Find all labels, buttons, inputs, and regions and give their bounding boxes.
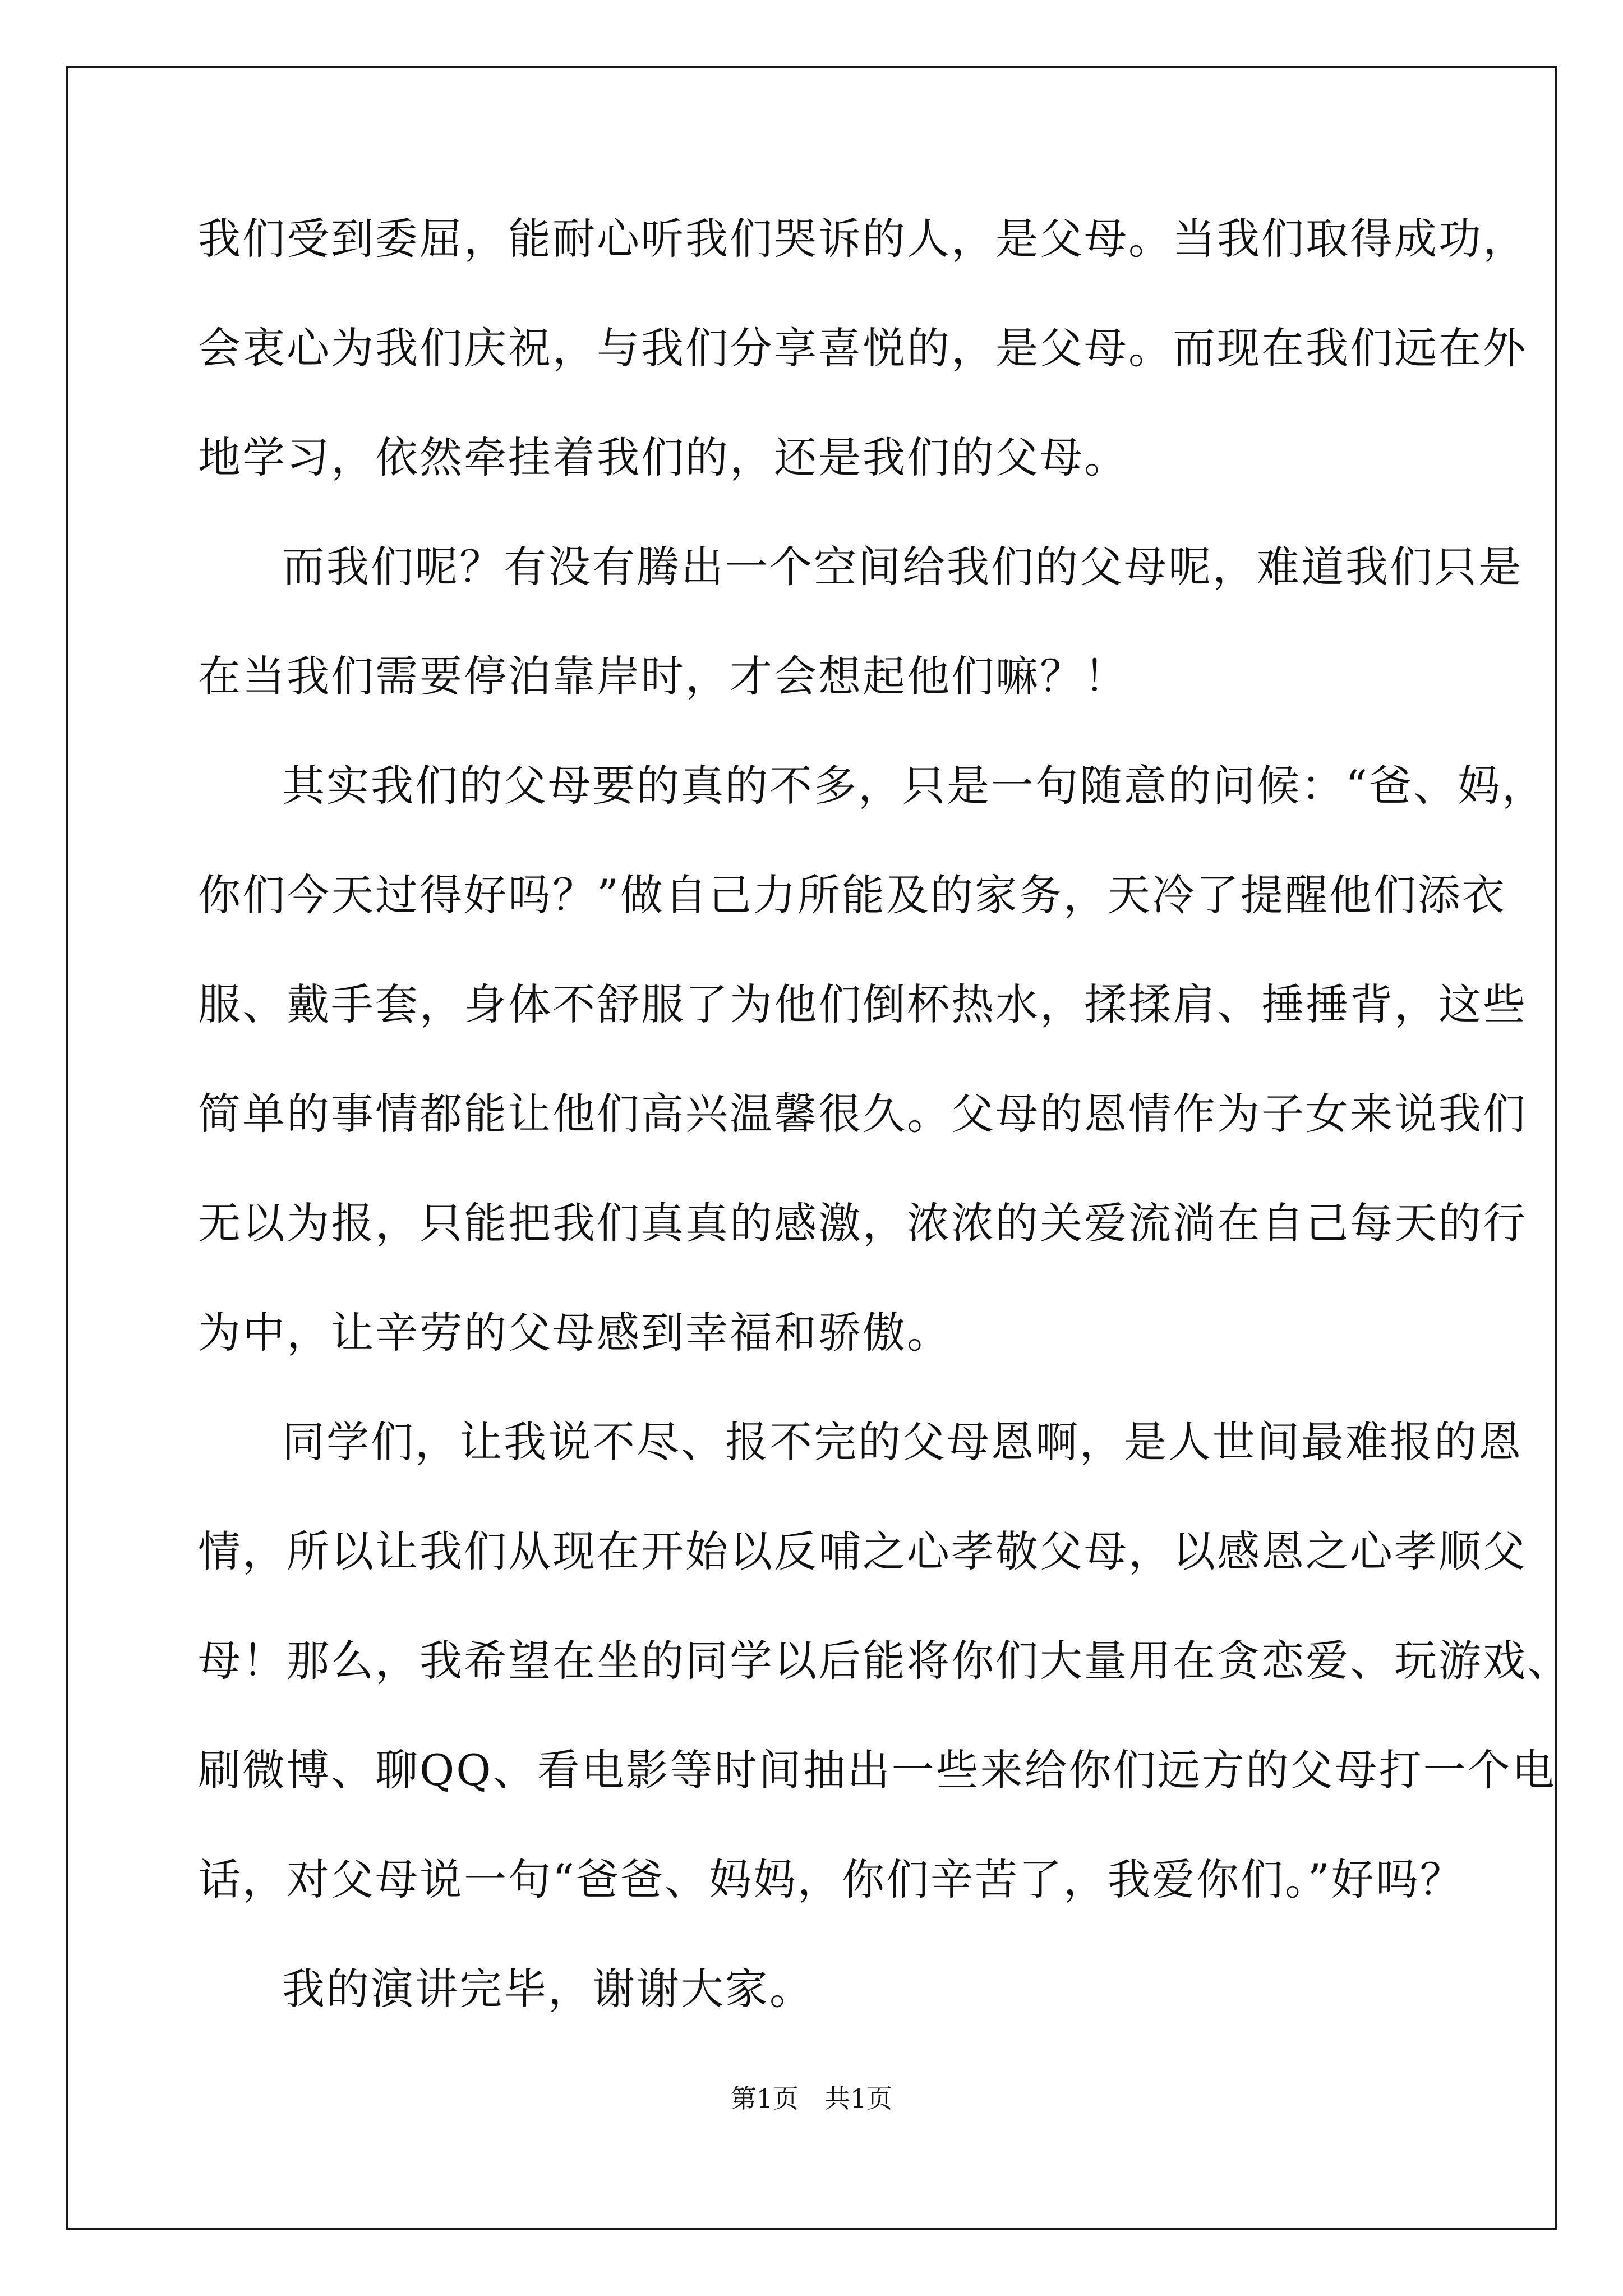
text-line: 在当我们需要停泊靠岸时，才会想起他们嘛？！ (198, 651, 1128, 701)
page-number-label: 第1页 共1页 (730, 2083, 893, 2114)
text-line: 服、戴手套，身体不舒服了为他们倒杯热水，揉揉肩、捶捶背，这些 (198, 979, 1527, 1029)
text-line: 情，所以让我们从现在开始以反哺之心孝敬父母，以感恩之心孝顺父 (198, 1526, 1527, 1576)
text-line: 你们今天过得好吗？”做自己力所能及的家务，天冷了提醒他们添衣 (198, 870, 1506, 920)
text-line: 话，对父母说一句“爸爸、妈妈，你们辛苦了，我爱你们。”好吗？ (198, 1855, 1464, 1904)
text-line: 简单的事情都能让他们高兴温馨很久。父母的恩情作为子女来说我们 (198, 1089, 1527, 1139)
text-line: 同学们，让我说不尽、报不完的父母恩啊，是人世间最难报的恩 (282, 1417, 1523, 1467)
text-line: 地学习，依然牵挂着我们的，还是我们的父母。 (198, 432, 1128, 482)
text-line: 其实我们的父母要的真的不多，只是一句随意的问候：“爸、妈， (282, 761, 1546, 811)
document-body (198, 184, 1571, 2044)
text-line: 无以为报，只能把我们真真的感激，浓浓的关爱流淌在自己每天的行 (198, 1198, 1527, 1248)
text-line: 我的演讲完毕，谢谢大家。 (282, 1964, 814, 2014)
text-line: 为中，让辛劳的父母感到幸福和骄傲。 (198, 1308, 951, 1358)
text-line: 刷微博、聊QQ、看电影等时间抽出一些来给你们远方的父母打一个电 (198, 1745, 1556, 1795)
text-line: 母！那么，我希望在坐的同学以后能将你们大量用在贪恋爱、玩游戏、 (198, 1636, 1571, 1686)
text-line: 而我们呢？有没有腾出一个空间给我们的父母呢，难道我们只是 (282, 542, 1523, 592)
page-footer (0, 2078, 1623, 2115)
text-line: 我们受到委屈，能耐心听我们哭诉的人，是父母。当我们取得成功， (198, 214, 1527, 264)
text-line: 会衷心为我们庆祝，与我们分享喜悦的，是父母。而现在我们远在外 (198, 323, 1527, 373)
